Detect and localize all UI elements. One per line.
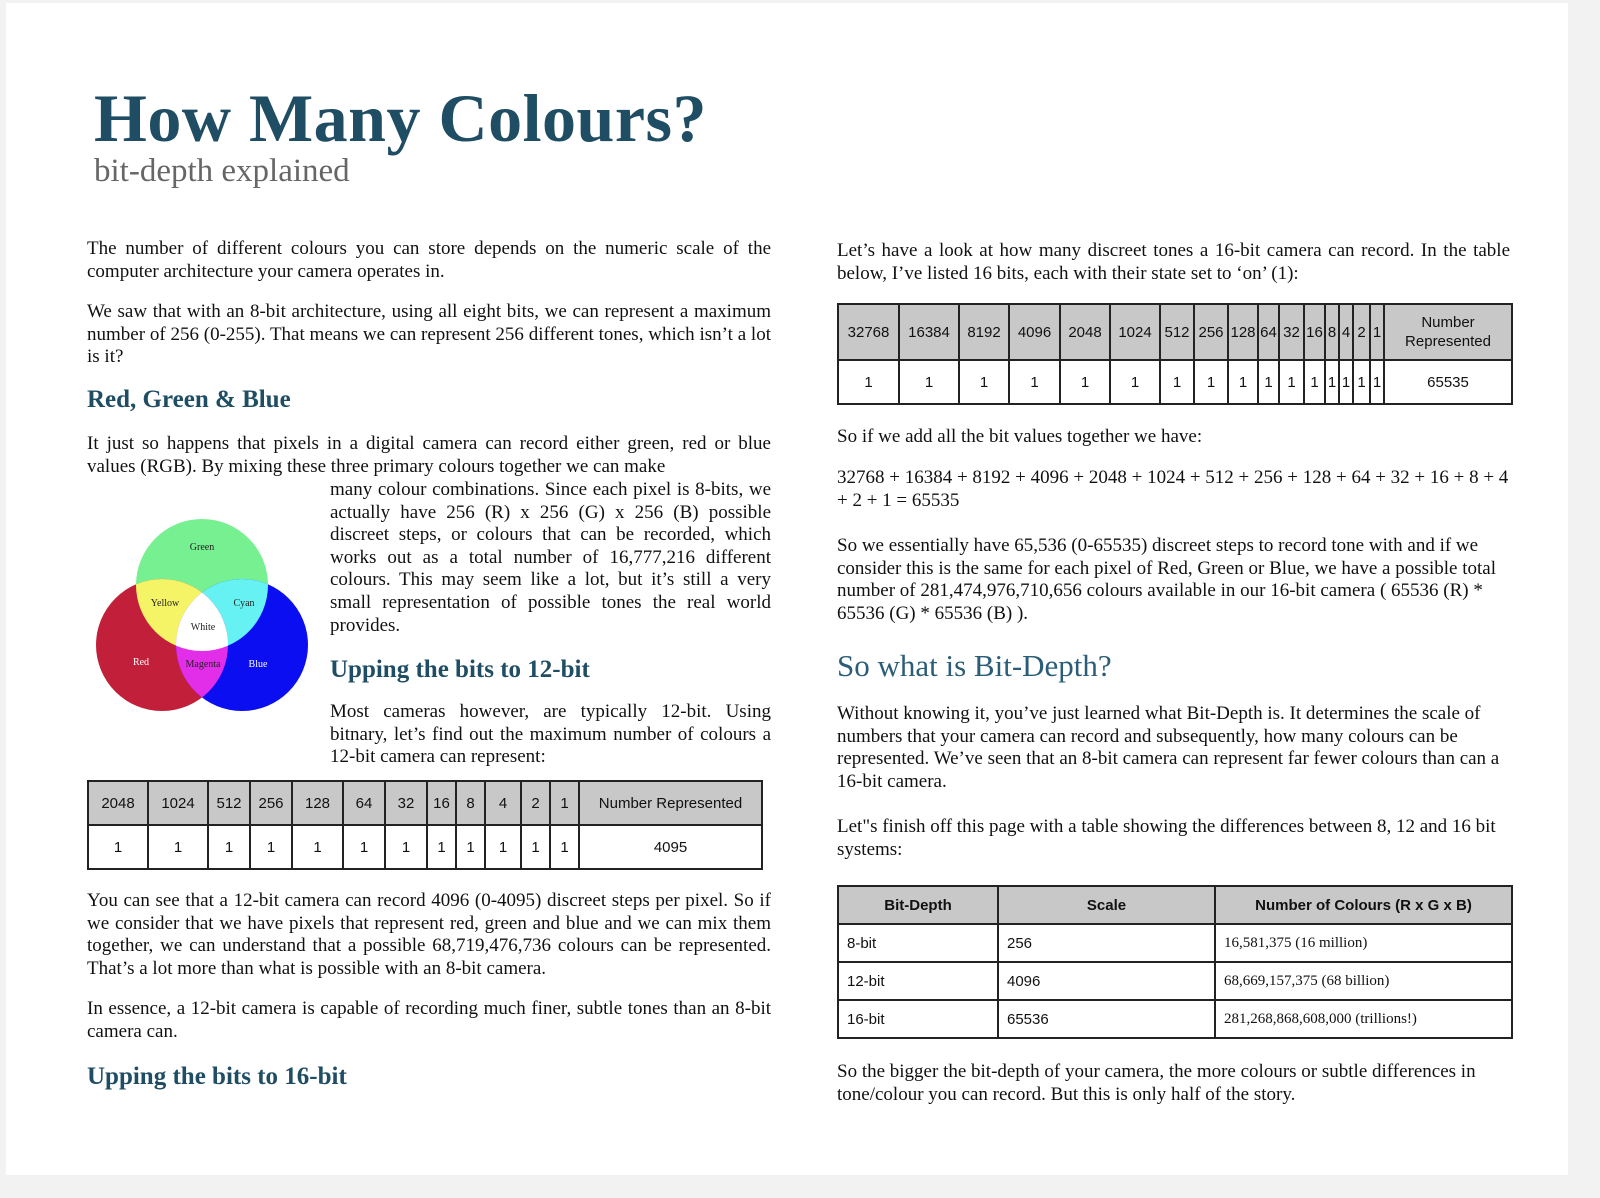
colours-cell: 16,581,375 (16 million) <box>1215 924 1512 962</box>
bit-header-128: 128 <box>292 781 343 825</box>
rgb-venn-diagram <box>94 518 324 718</box>
number-represented-value: 4095 <box>579 825 762 869</box>
bit-sum-equation: 32768 + 16384 + 8192 + 4096 + 2048 + 1024 + 512 + 256 + 128 + 64 + 32 + 16 + 8 + 4 + 2 + 1 = 65535 <box>837 467 1509 511</box>
venn-label-yellow: Yellow <box>150 598 180 609</box>
bit-value-cell: 1 <box>1110 360 1160 404</box>
left-paragraph-4: Most cameras however, are typically 12-bit. Using bitnary, let’s find out the maximum number of colours a 12-bit camera can represent: <box>330 701 771 768</box>
bit-header-64: 64 <box>343 781 385 825</box>
bit-value-cell: 1 <box>1279 360 1304 404</box>
colours-cell: 68,669,157,375 (68 billion) <box>1215 962 1512 1000</box>
bit-value-cell: 1 <box>1339 360 1353 404</box>
page <box>6 3 1568 1175</box>
bit-header-256: 256 <box>1194 304 1228 360</box>
heading-12-bit: Upping the bits to 12-bit <box>330 656 590 683</box>
column-header-scale: Scale <box>998 886 1215 924</box>
right-paragraph-1: Let’s have a look at how many discreet tones a 16-bit camera can record. In the table below, I’ve listed 16 bits, each with their state set to ‘on’ (1): <box>837 240 1510 284</box>
scale-cell: 4096 <box>998 962 1215 1000</box>
bit-value-cell: 1 <box>899 360 959 404</box>
bit-header-512: 512 <box>208 781 250 825</box>
left-paragraph-6: In essence, a 12-bit camera is capable of recording much finer, subtle tones than an 8-bit camera can. <box>87 998 771 1042</box>
bits-table-12 <box>87 780 763 870</box>
right-paragraph-4: So we essentially have 65,536 (0-65535) discreet steps to record tone with and if we consider this is the same for each pixel of Red, Green or Blue, we have a possible total number of 281,474,976,710,656 colours available in our 16-bit camera ( 65536 (R) * 65536 (G) * 65536 (B) ). <box>837 535 1496 624</box>
bit-header-16: 16 <box>427 781 456 825</box>
heading-what-is-bit-depth: So what is Bit-Depth? <box>837 648 1112 683</box>
venn-label-green: Green <box>189 542 215 553</box>
bit-header-8192: 8192 <box>959 304 1009 360</box>
table-row <box>838 962 1512 1000</box>
bit-depth-cell: 12-bit <box>838 962 998 1000</box>
bit-value-cell: 1 <box>838 360 899 404</box>
bit-header-512: 512 <box>1160 304 1194 360</box>
bit-value-cell: 1 <box>250 825 292 869</box>
bit-header-4: 4 <box>485 781 521 825</box>
left-paragraph-3: It just so happens that pixels in a digital camera can record either green, red or blue values (RGB). By mixing these three primary colours together we can make <box>87 433 771 477</box>
bit-value-cell: 1 <box>1228 360 1258 404</box>
bit-value-cell: 1 <box>1353 360 1370 404</box>
venn-label-blue: Blue <box>248 659 268 670</box>
bit-header-2048: 2048 <box>1060 304 1110 360</box>
number-represented-header <box>1384 304 1512 360</box>
table-row <box>838 924 1512 962</box>
bit-value-cell: 1 <box>1325 360 1339 404</box>
bit-header-16384: 16384 <box>899 304 959 360</box>
venn-label-cyan: Cyan <box>233 598 255 609</box>
venn-label-white: White <box>190 622 216 633</box>
heading-16-bit: Upping the bits to 16-bit <box>87 1063 347 1090</box>
bit-value-cell: 1 <box>1304 360 1325 404</box>
page-subtitle: bit-depth explained <box>94 153 350 189</box>
left-paragraph-2: We saw that with an 8-bit architecture, using all eight bits, we can represent a maximum number of 256 (0-255). That means we can represent 256 different tones, which isn’t a lot is it? <box>87 301 771 368</box>
right-paragraph-7: So the bigger the bit-depth of your camera, the more colours or subtle differences in tone/colour you can record. But this is only half of the story. <box>837 1061 1476 1105</box>
bit-value-cell: 1 <box>292 825 343 869</box>
bits-table-16 <box>837 303 1513 405</box>
left-paragraph-1: The number of different colours you can store depends on the numeric scale of the computer architecture your camera operates in. <box>87 238 771 282</box>
right-paragraph-6: Let"s finish off this page with a table showing the differences between 8, 12 and 16 bit systems: <box>837 816 1496 860</box>
bit-value-cell: 1 <box>550 825 579 869</box>
bit-value-cell: 1 <box>1370 360 1384 404</box>
bit-value-cell: 1 <box>343 825 385 869</box>
bit-value-cell: 1 <box>1194 360 1228 404</box>
bit-depth-cell: 8-bit <box>838 924 998 962</box>
number-represented-header: Number Represented <box>579 781 762 825</box>
bit-value-cell: 1 <box>148 825 208 869</box>
scale-cell: 65536 <box>998 1000 1215 1038</box>
bit-header-1: 1 <box>550 781 579 825</box>
column-header-bit-depth: Bit-Depth <box>838 886 998 924</box>
bit-header-256: 256 <box>250 781 292 825</box>
bit-value-cell: 1 <box>88 825 148 869</box>
venn-label-red: Red <box>132 657 150 668</box>
bit-value-cell: 1 <box>521 825 550 869</box>
colours-cell: 281,268,868,608,000 (trillions!) <box>1215 1000 1512 1038</box>
number-represented-line-1: Number <box>1421 314 1475 331</box>
right-paragraph-5: Without knowing it, you’ve just learned what Bit-Depth is. It determines the scale of numbers that your camera can record and subsequently, how many colours can be represented. We’ve seen that an 8-bit camera can represent far fewer colours than can a 16-bit camera. <box>837 703 1500 792</box>
table-row <box>838 1000 1512 1038</box>
venn-label-magenta: Magenta <box>185 659 221 670</box>
column-header-number-of-colours: Number of Colours (R x G x B) <box>1215 886 1512 924</box>
bit-value-cell: 1 <box>427 825 456 869</box>
bit-header-64: 64 <box>1258 304 1279 360</box>
bit-value-cell: 1 <box>485 825 521 869</box>
bit-header-1024: 1024 <box>148 781 208 825</box>
bit-value-cell: 1 <box>385 825 427 869</box>
heading-red-green-blue: Red, Green & Blue <box>87 386 291 413</box>
bit-value-cell: 1 <box>1060 360 1110 404</box>
right-paragraph-2: So if we add all the bit values together we have: <box>837 426 1203 447</box>
bit-header-32768: 32768 <box>838 304 899 360</box>
bit-header-4096: 4096 <box>1009 304 1060 360</box>
bit-value-cell: 1 <box>1009 360 1060 404</box>
bit-header-2: 2 <box>1353 304 1370 360</box>
number-represented-line-2: Represented <box>1405 333 1491 350</box>
bit-value-cell: 1 <box>208 825 250 869</box>
bit-header-2: 2 <box>521 781 550 825</box>
bit-value-cell: 1 <box>959 360 1009 404</box>
left-paragraph-3-continued: many colour combinations. Since each pixel is 8-bits, we actually have 256 (R) x 256 (G) x 256 (B) possible discreet steps, or colours that can be recorded, which works out as a total number of 16,777,216 different colours. This may seem like a lot, but it’s still a very small representation of possible tones the real world provides. <box>330 479 771 636</box>
bit-header-1: 1 <box>1370 304 1384 360</box>
bit-header-32: 32 <box>385 781 427 825</box>
bit-depth-cell: 16-bit <box>838 1000 998 1038</box>
bit-header-8: 8 <box>1325 304 1339 360</box>
bit-header-1024: 1024 <box>1110 304 1160 360</box>
bit-header-32: 32 <box>1279 304 1304 360</box>
number-represented-value: 65535 <box>1384 360 1512 404</box>
bit-depth-comparison-table <box>837 885 1513 1039</box>
bit-header-16: 16 <box>1304 304 1325 360</box>
bit-header-2048: 2048 <box>88 781 148 825</box>
bit-value-cell: 1 <box>1258 360 1279 404</box>
bit-value-cell: 1 <box>1160 360 1194 404</box>
bit-header-4: 4 <box>1339 304 1353 360</box>
left-paragraph-5: You can see that a 12-bit camera can record 4096 (0-4095) discreet steps per pixel. So if we consider that we have pixels that represent red, green and blue and we can mix them together, we can understand that a possible 68,719,476,736 colours can be represented. That’s a lot more than what is possible with an 8-bit camera. <box>87 890 771 979</box>
bit-header-128: 128 <box>1228 304 1258 360</box>
page-title: How Many Colours? <box>94 80 707 156</box>
scale-cell: 256 <box>998 924 1215 962</box>
bit-header-8: 8 <box>456 781 485 825</box>
bit-value-cell: 1 <box>456 825 485 869</box>
